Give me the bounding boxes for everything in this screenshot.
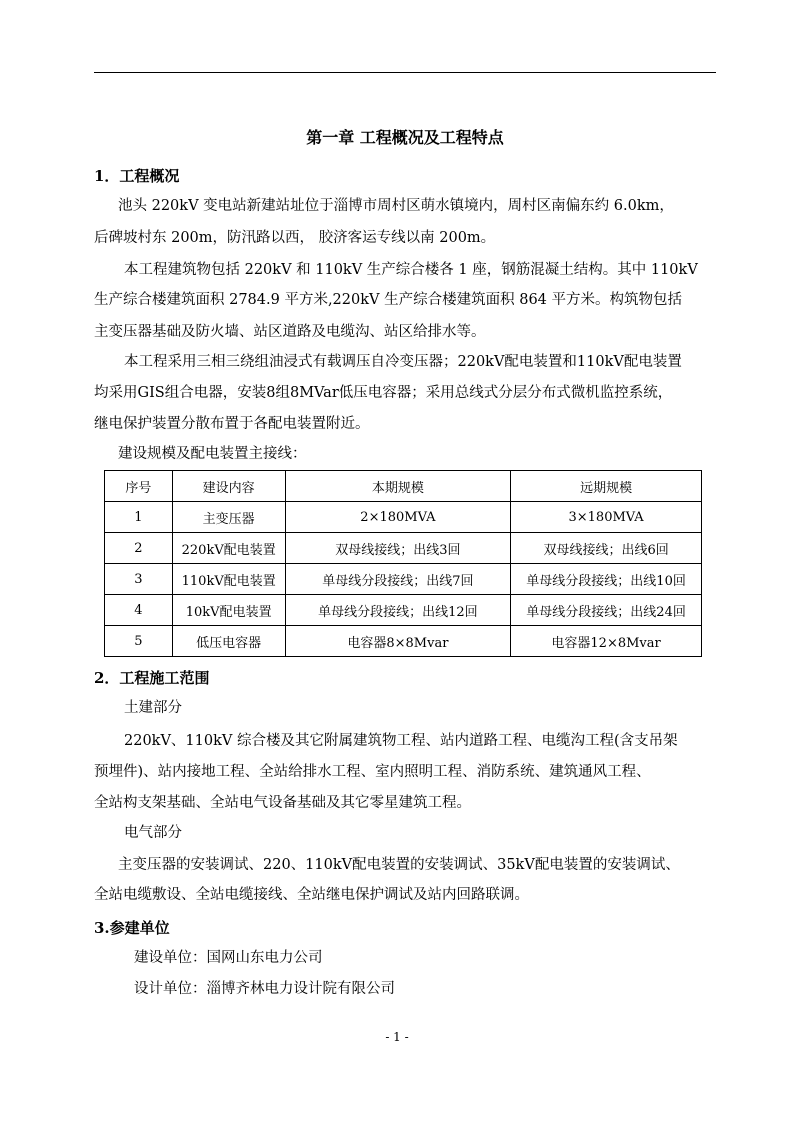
page-number: - 1 - [385,1030,409,1044]
construction-scale-table [104,470,702,657]
table-cell: 5 [105,626,173,657]
table-cell: 电容器8×8Mvar [285,626,511,657]
table-cell: 电容器12×8Mvar [511,626,702,657]
table-cell: 2×180MVA [285,502,511,533]
paragraph-line: 池头 220kV 变电站新建站址位于淄博市周村区萌水镇境内，周村区南偏东约 6.0km， [118,198,674,214]
table-cell: 主变压器 [172,502,285,533]
table-cell: 单母线分段接线；出线12回 [285,595,511,626]
paragraph-line: 本工程建筑物包括 220kV 和 110kV 生产综合楼各 1 座，钢筋混凝土结构。其中 110kV [124,262,698,278]
paragraph-line: 本工程采用三相三绕组油浸式有载调压自冷变压器；220kV配电装置和110kV配电装置 [124,354,682,370]
table-row [105,502,702,533]
section-3-heading: 3.参建单位 [94,919,170,937]
paragraph-line: 后碑坡村东 200m，防汛路以西， 胶济客运专线以南 200m。 [94,230,496,246]
chapter-title: 第一章 工程概况及工程特点 [306,128,504,147]
table-cell: 3 [105,564,173,595]
table-cell: 2 [105,533,173,564]
table-cell: 1 [105,502,173,533]
table-cell: 10kV配电装置 [172,595,285,626]
table-cell: 单母线分段接线；出线7回 [285,564,511,595]
table-row [105,595,702,626]
subsection-title: 土建部分 [124,700,182,716]
table-cell: 双母线接线；出线3回 [285,533,511,564]
table-cell: 单母线分段接线；出线24回 [511,595,702,626]
header-rule [94,72,716,73]
paragraph-line: 全站电缆敷设、全站电缆接线、全站继电保护调试及站内回路联调。 [94,887,529,903]
paragraph-line: 主变压器基础及防火墙、站区道路及电缆沟、站区给排水等。 [94,324,486,340]
table-header-cell: 建设内容 [172,471,285,502]
table-header-row [105,471,702,502]
paragraph-line: 主变压器的安装调试、220、110kV配电装置的安装调试、35kV配电装置的安装调试、 [118,857,680,873]
section-2-heading: 2．工程施工范围 [94,669,210,687]
paragraph-line: 220kV、110kV 综合楼及其它附属建筑物工程、站内道路工程、电缆沟工程(含支吊架 [124,733,678,749]
table-cell: 110kV配电装置 [172,564,285,595]
table-header-cell: 序号 [105,471,173,502]
table-header-cell: 远期规模 [511,471,702,502]
table-cell: 4 [105,595,173,626]
paragraph-line: 继电保护装置分散布置于各配电装置附近。 [94,416,370,432]
table-cell: 220kV配电装置 [172,533,285,564]
designer-line: 设计单位：淄博齐林电力设计院有限公司 [134,981,395,997]
table-cell: 3×180MVA [511,502,702,533]
table-row [105,626,702,657]
paragraph-line: 生产综合楼建筑面积 2784.9 平方米,220kV 生产综合楼建筑面积 864 平方米。构筑物包括 [94,292,682,308]
table-header-cell: 本期规模 [285,471,511,502]
table-cell: 双母线接线；出线6回 [511,533,702,564]
paragraph-line: 全站构支架基础、全站电气设备基础及其它零星建筑工程。 [94,795,471,811]
paragraph-line: 预埋件)、站内接地工程、全站给排水工程、室内照明工程、消防系统、建筑通风工程、 [94,764,651,780]
paragraph-line: 均采用GIS组合电器，安装8组8MVar低压电容器；采用总线式分层分布式微机监控系统， [94,385,673,401]
table-cell: 单母线分段接线；出线10回 [511,564,702,595]
table-row [105,533,702,564]
builder-line: 建设单位：国网山东电力公司 [134,950,323,966]
table-row [105,564,702,595]
table-caption: 建设规模及配电装置主接线： [118,446,307,462]
table-cell: 低压电容器 [172,626,285,657]
section-1-heading: 1．工程概况 [94,167,180,185]
subsection-title: 电气部分 [124,825,182,841]
